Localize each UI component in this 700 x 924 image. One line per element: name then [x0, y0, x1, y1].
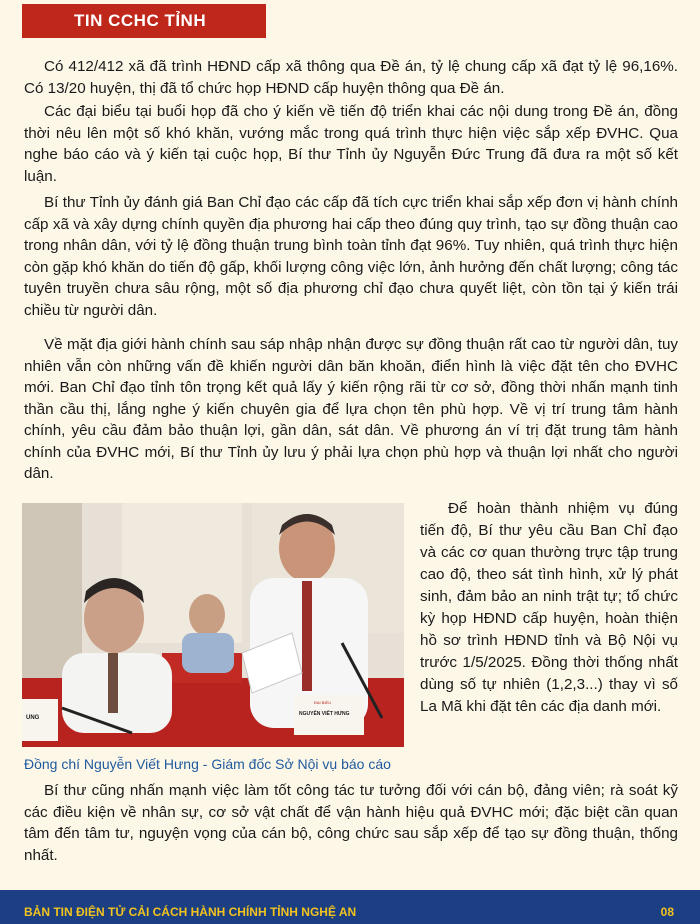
meeting-photo-illustration	[22, 503, 404, 747]
paragraph-2: Các đại biểu tại buổi họp đã cho ý kiến về tiến độ triển khai các nội dung trong Đề án, đồng thời nêu lên một số khó khăn, vướng mắc trong quá trình thực hiện việc sắp xếp ĐVHC. Qua nghe báo cáo và ý kiến tại cuộc họp, Bí thư Tỉnh ủy Nguyễn Đức Trung đã đưa ra một số kết luận.	[24, 103, 678, 185]
paragraph-1: Có 412/412 xã đã trình HĐND cấp xã thông qua Đề án, tỷ lệ chung cấp xã đạt tỷ lệ 96,16%. Có 13/20 huyện, thị đã tổ chức họp HĐND cấp huyện thông qua Đề án.	[24, 58, 678, 97]
photo-caption: Đồng chí Nguyễn Viết Hưng - Giám đốc Sở Nội vụ báo cáo	[24, 756, 391, 772]
paragraph-4: Về mặt địa giới hành chính sau sáp nhập nhận được sự đồng thuận rất cao từ người dân, tuy nhiên vẫn còn những vấn đề khiến người dân băn khoăn, điển hình là việc đặt tên cho ĐVHC mới. Ban Chỉ đạo tỉnh tôn trọng kết quả lấy ý kiến rộng rãi từ cơ sở, đồng thời nhấn mạnh tinh thần cầu thị, lắng nghe ý kiến chuyên gia để lựa chọn tên phù hợp. Về vị trí trung tâm hành chính, yêu cầu đảm bảo thuận lợi, gần dân, sát dân. Về phương án ví trị đặt trung tâm hành chính của ĐVHC mới, Bí thư Tỉnh ủy lưu ý phải lựa chọn phù hợp và thuận lợi nhất cho người dân.	[24, 336, 678, 482]
publication-title: BẢN TIN ĐIỆN TỬ CẢI CÁCH HÀNH CHÍNH TỈNH NGHỆ AN	[24, 905, 357, 919]
side-paragraph: Để hoàn thành nhiệm vụ đúng tiến độ, Bí thư yêu cầu Ban Chỉ đạo và các cơ quan thường trực tập trung cao độ, theo sát tình hình, xử lý phát sinh, đảm bảo an ninh trật tự; tổ chức kỳ họp HĐND cấp huyện, hoàn thiện hồ sơ trình HĐND tỉnh và Bộ Nội vụ trước 1/5/2025. Đồng thời thống nhất dùng số tự nhiên (1,2,3...) thay vì số La Mã khi đặt tên các địa danh mới.	[420, 500, 678, 715]
page-footer	[0, 890, 700, 924]
section-title: TIN CCHC TỈNH	[74, 11, 207, 30]
nameplate-left-text: UNG	[26, 715, 40, 721]
paragraph-3: Bí thư Tỉnh ủy đánh giá Ban Chỉ đạo các cấp đã tích cực triển khai sắp xếp đơn vị hành chính cấp xã và xây dựng chính quyền địa phương hai cấp theo đúng quy trình, tạo sự đồng thuận cao trong nhân dân, với tỷ lệ đồng thuận trung bình toàn tỉnh đạt 96%. Tuy nhiên, quá trình thực hiện còn gặp khó khăn do tiến độ gấp, khối lượng công việc lớn, ảnh hưởng đến chất lượng; công tác tuyên truyền chưa sâu rộng, một số địa phương chỉ đạo chưa quyết liệt, còn tồn tại ý kiến trái chiều từ người dân.	[24, 194, 678, 319]
meeting-photo	[22, 503, 404, 747]
paragraph-5: Bí thư cũng nhấn mạnh việc làm tốt công tác tư tưởng đối với cán bộ, đảng viên; rà soát kỹ các điều kiện về nhân sự, cơ sở vật chất để vận hành hiệu quả ĐVHC mới; đặc biệt cần quan tâm đến tâm tư, nguyện vọng của cán bộ, công chức sau sắp xếp để tạo sự đồng thuận, thống nhất.	[24, 782, 678, 864]
nameplate-right-name: NGUYỄN VIẾT HƯNG	[299, 711, 350, 717]
nameplate-right-title: ĐẠI BIỂU	[314, 700, 332, 705]
section-header	[22, 4, 266, 38]
page-number: 08	[660, 905, 674, 919]
